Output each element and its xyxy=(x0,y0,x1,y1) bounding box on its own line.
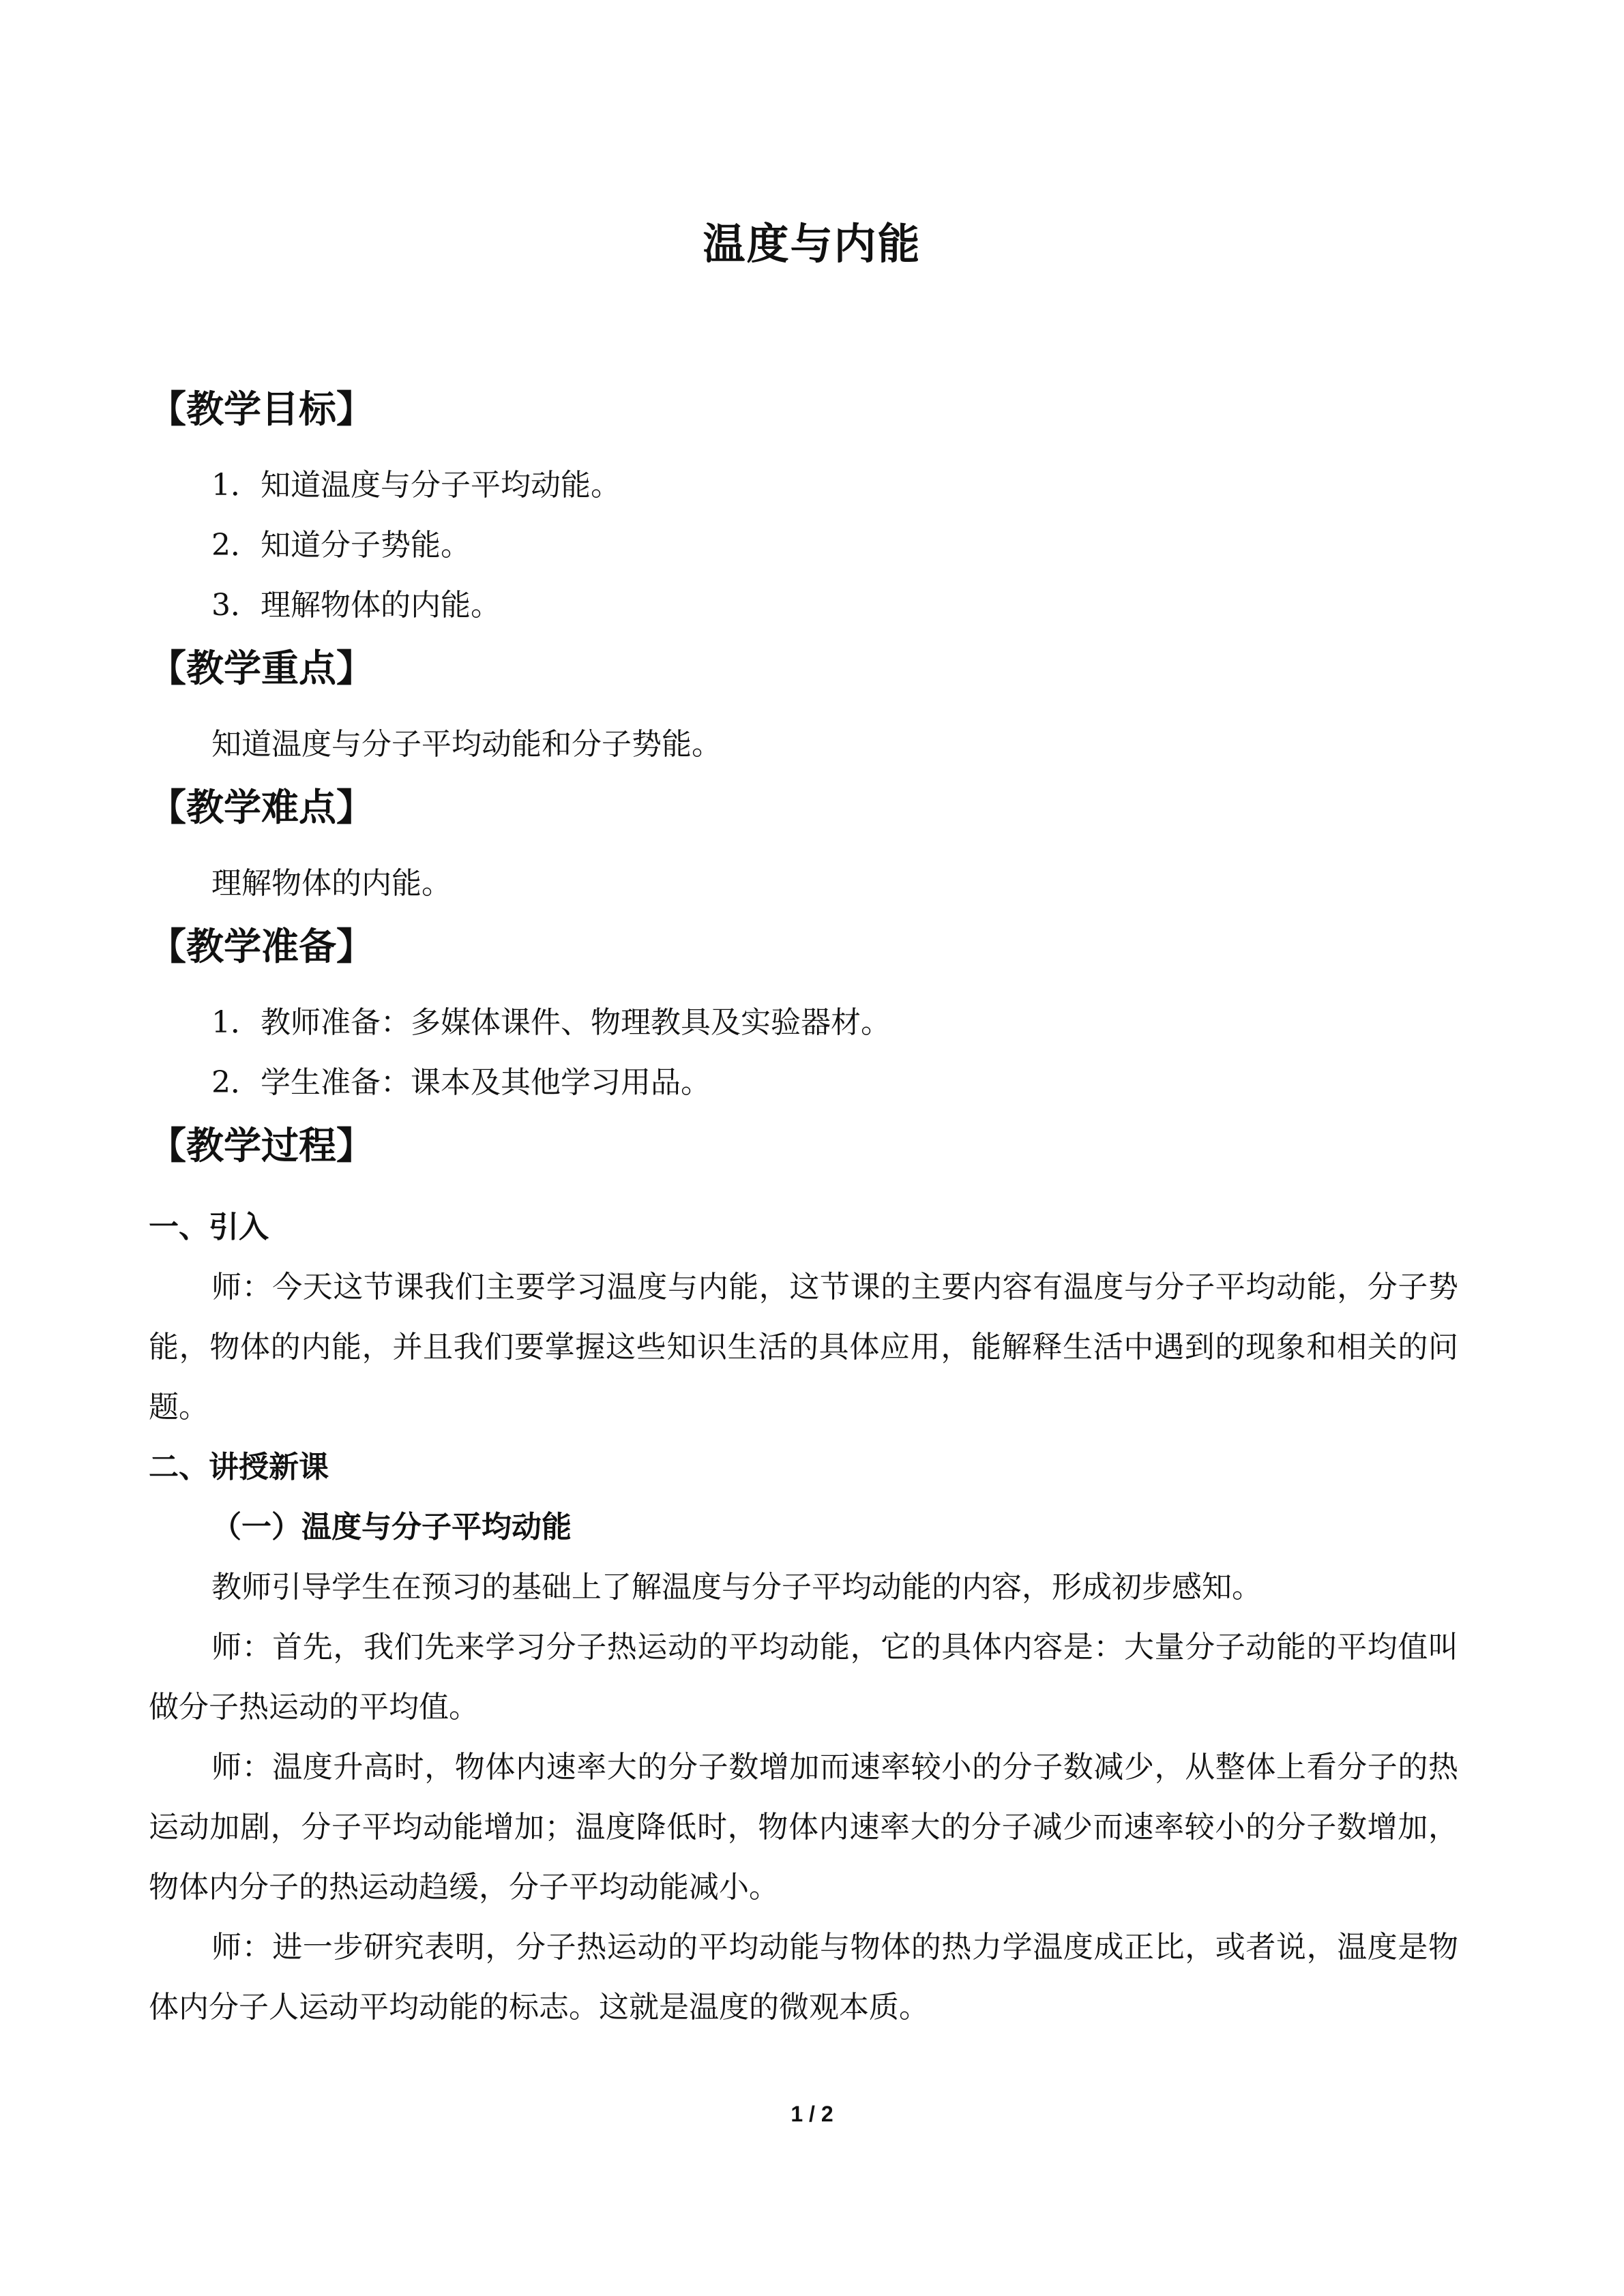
process-heading: 【教学过程】 xyxy=(149,1124,374,1167)
difficulty-heading: 【教学难点】 xyxy=(149,786,374,829)
lesson-paragraph: 师：温度升高时，物体内速率大的分子数增加而速率较小的分子数减少，从整体上看分子的热运动加剧，分子平均动能增加；温度降低时，物体内速率大的分子减少而速率较小的分子数增加，物体内分子的热运动趋缓，分子平均动能减小。 xyxy=(149,1750,1458,1905)
intro-heading: 一、引入 xyxy=(149,1210,269,1244)
goal-item: 1．知道温度与分子平均动能。 xyxy=(211,468,621,503)
goals-heading: 【教学目标】 xyxy=(149,387,374,431)
subsection-heading: （一）温度与分子平均动能 xyxy=(211,1510,572,1545)
key-point-text: 知道温度与分子平均动能和分子势能。 xyxy=(211,727,722,762)
goal-item: 2．知道分子势能。 xyxy=(211,528,471,563)
goal-item: 3．理解物体的内能。 xyxy=(211,588,501,623)
key-point-heading: 【教学重点】 xyxy=(149,646,374,690)
lesson-paragraph: 教师引导学生在预习的基础上了解温度与分子平均动能的内容，形成初步感知。 xyxy=(211,1570,1262,1605)
preparation-item: 2．学生准备：课本及其他学习用品。 xyxy=(211,1065,711,1100)
lesson-paragraph: 师：进一步研究表明，分子热运动的平均动能与物体的热力学温度成正比，或者说，温度是物体内分子人运动平均动能的标志。这就是温度的微观本质。 xyxy=(149,1930,1458,2025)
lesson-paragraph: 师：首先，我们先来学习分子热运动的平均动能，它的具体内容是：大量分子动能的平均值叫做分子热运动的平均值。 xyxy=(149,1630,1458,1725)
preparation-item: 1．教师准备：多媒体课件、物理教具及实验器材。 xyxy=(211,1005,891,1040)
difficulty-text: 理解物体的内能。 xyxy=(211,866,452,901)
intro-paragraph: 师：今天这节课我们主要学习温度与内能，这节课的主要内容有温度与分子平均动能，分子势能，物体的内能，并且我们要掌握这些知识生活的具体应用，能解释生活中遇到的现象和相关的问题。 xyxy=(149,1270,1458,1425)
preparation-heading: 【教学准备】 xyxy=(149,925,374,968)
page-number: 1 / 2 xyxy=(791,2102,833,2126)
new-lesson-heading: 二、讲授新课 xyxy=(149,1450,329,1485)
page-title: 温度与内能 xyxy=(703,219,921,269)
document-body xyxy=(149,382,1458,2038)
